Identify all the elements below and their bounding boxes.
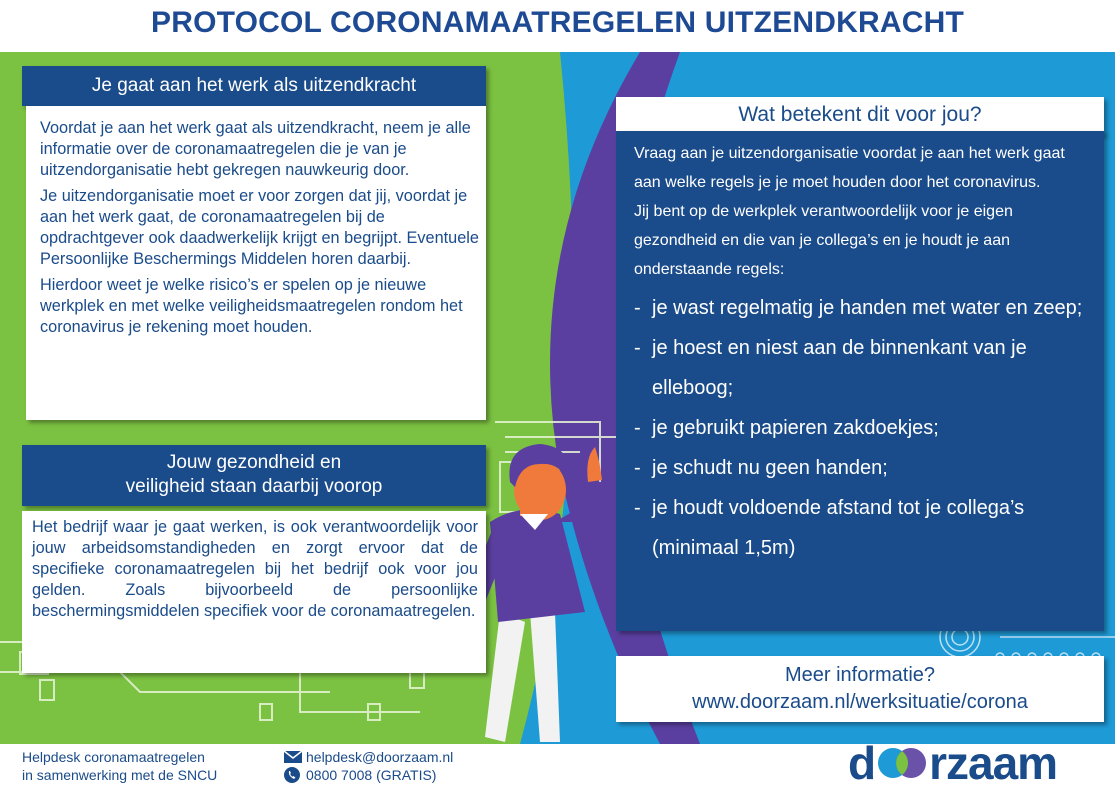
heading-line: veiligheid staan daarbij voorop	[125, 476, 383, 497]
footer-contact	[284, 748, 453, 784]
section-body-health	[22, 511, 486, 673]
rules-list	[634, 288, 1094, 568]
more-info-box	[616, 656, 1104, 722]
paragraph: Het bedrijf waar je gaat werken, is ook verantwoordelijk voor jouw arbeidsomstandigheden en zorgt ervoor dat de specifieke coronamaatregelen bij het bedrijf ook voor jou gelden. Zoals bijvoorbeeld de persoonlijke beschermingsmiddelen specifiek voor de coronamaatregelen.	[32, 518, 478, 620]
doorzaam-logo: d rzaam	[848, 737, 1058, 789]
section-heading-work: Je gaat aan het werk als uitzendkracht	[22, 66, 486, 106]
heading-line: Jouw gezondheid en	[166, 452, 342, 473]
page-title: PROTOCOL CORONAMAATREGELEN UITZENDKRACHT	[151, 6, 964, 39]
list-item: - je hoest en niest aan de binnenkant van je elleboog;	[634, 337, 1027, 399]
section-heading-health	[22, 445, 486, 506]
logo-circles-icon	[876, 746, 928, 780]
list-item: - je schudt nu geen handen;	[634, 457, 888, 479]
paragraph: Voordat je aan het werk gaat als uitzendkracht, neem je alle informatie over de coronamaatregelen die je van je uitzendorganisatie hebt gekregen nauwkeurig door.	[40, 119, 471, 179]
intro-text: Jij bent op de werkplek verantwoordelijk voor je eigen gezondheid en die van je collega’s en je houdt je aan onderstaande regels:	[634, 203, 1013, 278]
email-link[interactable]: helpdesk@doorzaam.nl	[306, 749, 454, 765]
list-item: - je gebruikt papieren zakdoekjes;	[634, 417, 939, 439]
intro-text: Vraag aan je uitzendorganisatie voordat je aan het werk gaat aan welke regels je je moet houden door het coronavirus.	[634, 145, 1065, 191]
list-item: - je houdt voldoende afstand tot je collega’s (minimaal 1,5m)	[634, 497, 1025, 559]
list-item: - je wast regelmatig je handen met water en zeep;	[634, 297, 1083, 319]
phone-icon	[284, 767, 306, 783]
envelope-icon	[284, 751, 306, 763]
phone-number[interactable]: 0800 7008 (GRATIS)	[306, 767, 437, 783]
section-body-work	[26, 106, 486, 420]
more-info-link[interactable]: www.doorzaam.nl/werksituatie/corona	[692, 691, 1028, 713]
paragraph: Je uitzendorganisatie moet er voor zorgen dat jij, voordat je aan het werk gaat, de coronamaatregelen bij de opdrachtgever ook daadwerkelijk krijgt en begrijpt. Eventuele Persoonlijke Beschermings Middelen horen daarbij.	[40, 187, 479, 268]
section-body-meaning	[616, 131, 1104, 631]
paragraph: Hierdoor weet je welke risico’s er spelen op je nieuwe werkplek en met welke veiligheidsmaatregelen rondom het coronavirus je rekening moet houden.	[40, 276, 463, 336]
more-info-label: Meer informatie?	[784, 664, 936, 686]
footer-helpdesk: Helpdesk coronamaatregelen in samenwerking met de SNCU	[22, 749, 218, 783]
section-heading-meaning: Wat betekent dit voor jou?	[616, 97, 1104, 135]
